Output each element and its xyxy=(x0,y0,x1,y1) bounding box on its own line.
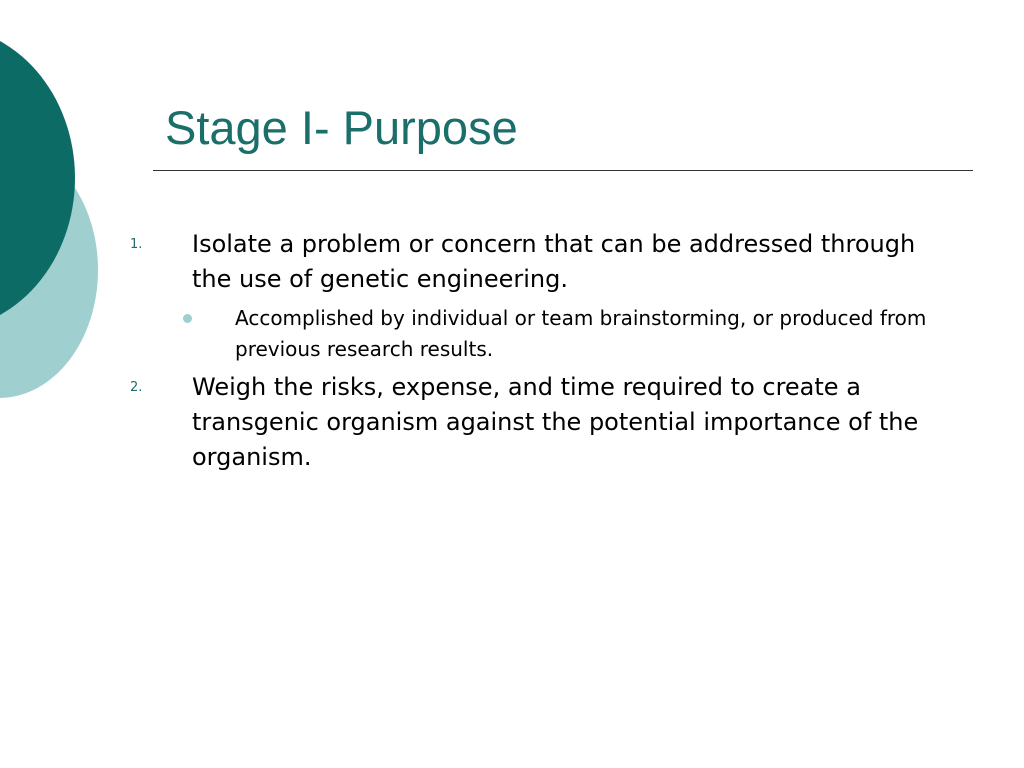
slide-title: Stage I- Purpose xyxy=(165,101,518,154)
circle-bullet-icon xyxy=(183,314,192,323)
list-number-2: 2. xyxy=(130,380,143,395)
list-item-1-text: Isolate a problem or concern that can be addressed through the use of genetic engineering. xyxy=(192,230,916,293)
sub-list-item-text: Accomplished by individual or team brainstorming, or produced from previous research results. xyxy=(235,306,927,361)
title-divider xyxy=(153,170,973,171)
list-item-2-text: Weigh the risks, expense, and time required to create a transgenic organism against the potential importance of the organism. xyxy=(192,373,919,471)
list-number-1: 1. xyxy=(130,237,143,252)
